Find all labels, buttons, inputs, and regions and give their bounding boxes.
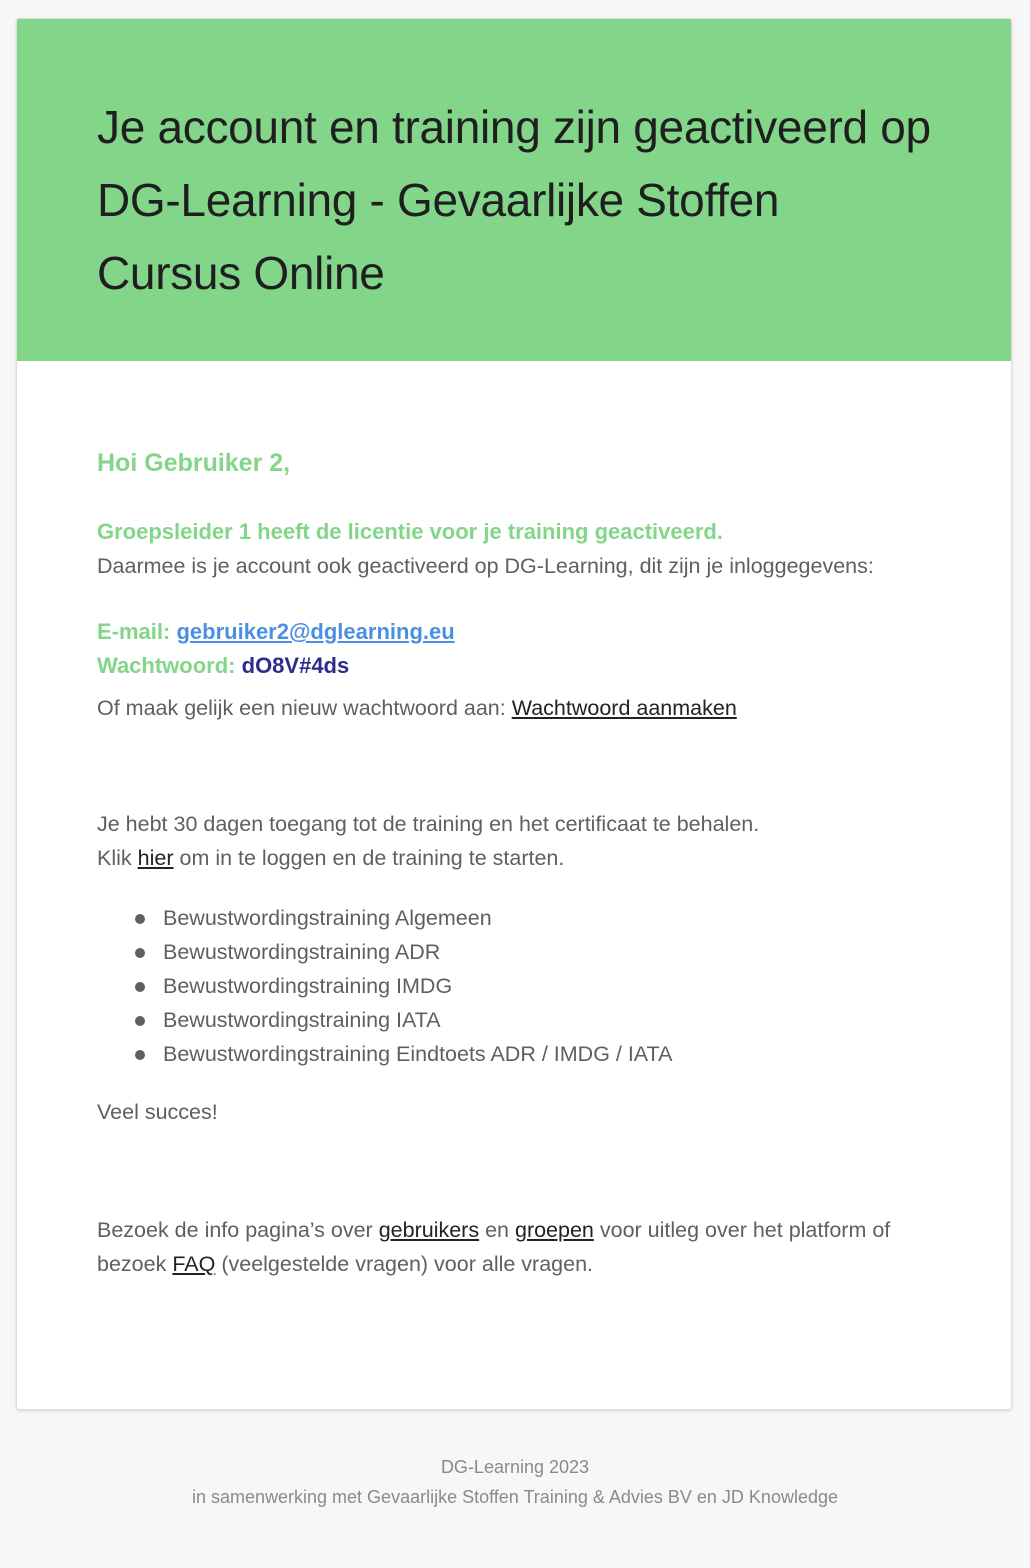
training-name: Bewustwordingstraining Eindtoets ADR / IMDG / IATA [163, 1042, 673, 1066]
email-row [97, 615, 931, 649]
login-here-link[interactable]: hier [137, 846, 174, 870]
footer-copyright: DG-Learning 2023 [440, 1457, 590, 1477]
intro-text: Daarmee is je account ook geactiveerd op DG-Learning, dit zijn je inloggegevens: [97, 554, 874, 578]
training-name: Bewustwordingstraining IMDG [163, 974, 453, 998]
training-name: Bewustwordingstraining Algemeen [163, 906, 492, 930]
password-row [97, 649, 931, 683]
bullet-icon [135, 1016, 145, 1026]
greeting: Hoi Gebruiker 2, [97, 449, 291, 477]
list-item [163, 901, 931, 935]
credentials-block [97, 615, 931, 683]
training-list [97, 901, 931, 1071]
email-link[interactable]: gebruiker2@dglearning.eu [176, 619, 455, 644]
info-text-1: Bezoek de info pagina’s over [97, 1218, 373, 1242]
bullet-icon [135, 914, 145, 924]
password-value: dO8V#4ds [241, 653, 350, 678]
click-suffix: om in te loggen en de training te starten. [179, 846, 565, 870]
email-title: Je account en training zijn geactiveerd op DG-Learning - Gevaarlijke Stoffen Cursus Online [97, 101, 931, 299]
email-label: E-mail: [97, 619, 171, 644]
access-text: Je hebt 30 dagen toegang tot de training en het certificaat te behalen. [97, 812, 760, 836]
list-item [163, 969, 931, 1003]
info-text-3: voor uitleg over het platform of bezoek [97, 1218, 891, 1276]
email-card [16, 18, 1012, 1410]
list-item [163, 1037, 931, 1071]
login-line [97, 841, 931, 875]
training-name: Bewustwordingstraining ADR [163, 940, 441, 964]
training-name: Bewustwordingstraining IATA [163, 1008, 441, 1032]
email-footer [0, 1452, 1030, 1512]
click-prefix: Klik [97, 846, 132, 870]
bullet-icon [135, 948, 145, 958]
list-item [163, 1003, 931, 1037]
new-password-line [97, 691, 931, 725]
groups-info-link[interactable]: groepen [514, 1218, 594, 1242]
info-text-4: (veelgestelde vragen) voor alle vragen. [221, 1252, 594, 1276]
closing-text: Veel succes! [97, 1100, 218, 1124]
footer-partners: in samenwerking met Gevaarlijke Stoffen Training & Advies BV en JD Knowledge [191, 1487, 838, 1507]
email-body [17, 361, 1011, 1281]
info-text-2: en [485, 1218, 509, 1242]
info-paragraph [97, 1213, 931, 1281]
list-item [163, 935, 931, 969]
bullet-icon [135, 1050, 145, 1060]
activation-subhead: Groepsleider 1 heeft de licentie voor je training geactiveerd. [97, 519, 723, 544]
password-label: Wachtwoord: [97, 653, 236, 678]
new-password-text: Of maak gelijk een nieuw wachtwoord aan: [97, 696, 506, 720]
create-password-link[interactable]: Wachtwoord aanmaken [511, 696, 737, 720]
users-info-link[interactable]: gebruikers [378, 1218, 480, 1242]
bullet-icon [135, 982, 145, 992]
faq-link[interactable]: FAQ [172, 1252, 216, 1276]
email-header [17, 19, 1011, 361]
